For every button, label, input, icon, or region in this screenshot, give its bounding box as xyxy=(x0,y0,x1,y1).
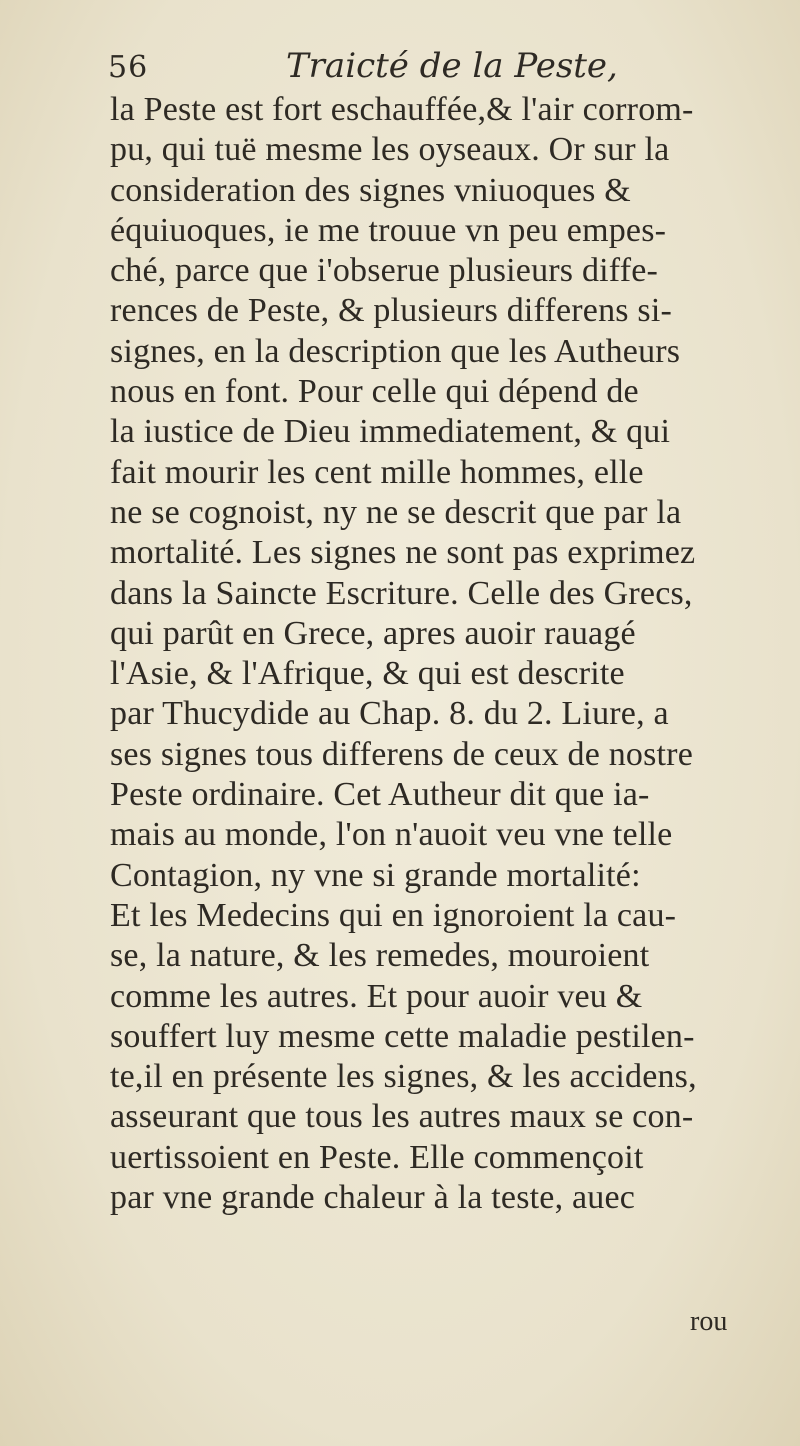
catchword: rou xyxy=(690,1306,728,1337)
text-line: comme les autres. Et pour auoir veu & xyxy=(110,977,643,1015)
text-line: fait mourir les cent mille hommes, elle xyxy=(110,453,644,491)
text-line: consideration des signes vniuoques & xyxy=(110,171,631,209)
text-line: te,il en présente les signes, & les accidens, xyxy=(110,1058,697,1096)
text-line: rences de Peste, & plusieurs differens si- xyxy=(110,292,673,330)
text-line: Peste ordinaire. Cet Autheur dit que ia- xyxy=(110,776,650,814)
text-line: par vne grande chaleur à la teste, auec xyxy=(110,1179,636,1217)
text-line: la Peste est fort eschauffée,& l'air corrom- xyxy=(110,91,694,128)
text-line: nous en font. Pour celle qui dépend de xyxy=(110,373,639,411)
text-line: l'Asie, & l'Afrique, & qui est descrite xyxy=(110,655,625,693)
text-line: Contagion, ny vne si grande mortalité: xyxy=(110,856,641,894)
text-line: Et les Medecins qui en ignoroient la cau- xyxy=(110,896,677,934)
text-line: qui parût en Grece, apres auoir rauagé xyxy=(110,614,636,652)
text-line: mais au monde, l'on n'auoit veu vne telle xyxy=(110,816,673,854)
text-line: la iustice de Dieu immediatement, & qui xyxy=(110,413,671,451)
body-text xyxy=(110,90,770,1218)
page-number: 56 xyxy=(108,50,149,85)
text-line: par Thucydide au Chap. 8. du 2. Liure, a xyxy=(110,695,669,733)
page-header xyxy=(108,44,748,96)
text-line: ses signes tous differens de ceux de nostre xyxy=(110,735,693,773)
text-line: uertissoient en Peste. Elle commençoit xyxy=(110,1138,644,1176)
running-title: Traicté de la Peste, xyxy=(286,46,618,86)
text-line: se, la nature, & les remedes, mouroient xyxy=(110,937,650,975)
text-line: pu, qui tuë mesme les oyseaux. Or sur la xyxy=(110,131,670,169)
text-line: dans la Saincte Escriture. Celle des Grecs, xyxy=(110,574,693,612)
text-line: équiuoques, ie me trouue vn peu empes- xyxy=(110,211,667,249)
text-line: ne se cognoist, ny ne se descrit que par la xyxy=(110,493,682,531)
text-line: mortalité. Les signes ne sont pas exprimez xyxy=(110,534,696,572)
text-line: souffert luy mesme cette maladie pestilen- xyxy=(110,1017,695,1055)
text-line: ché, parce que i'obserue plusieurs diffe- xyxy=(110,252,659,290)
text-line: asseurant que tous les autres maux se con- xyxy=(110,1098,694,1136)
text-line: signes, en la description que les Autheurs xyxy=(110,332,681,370)
